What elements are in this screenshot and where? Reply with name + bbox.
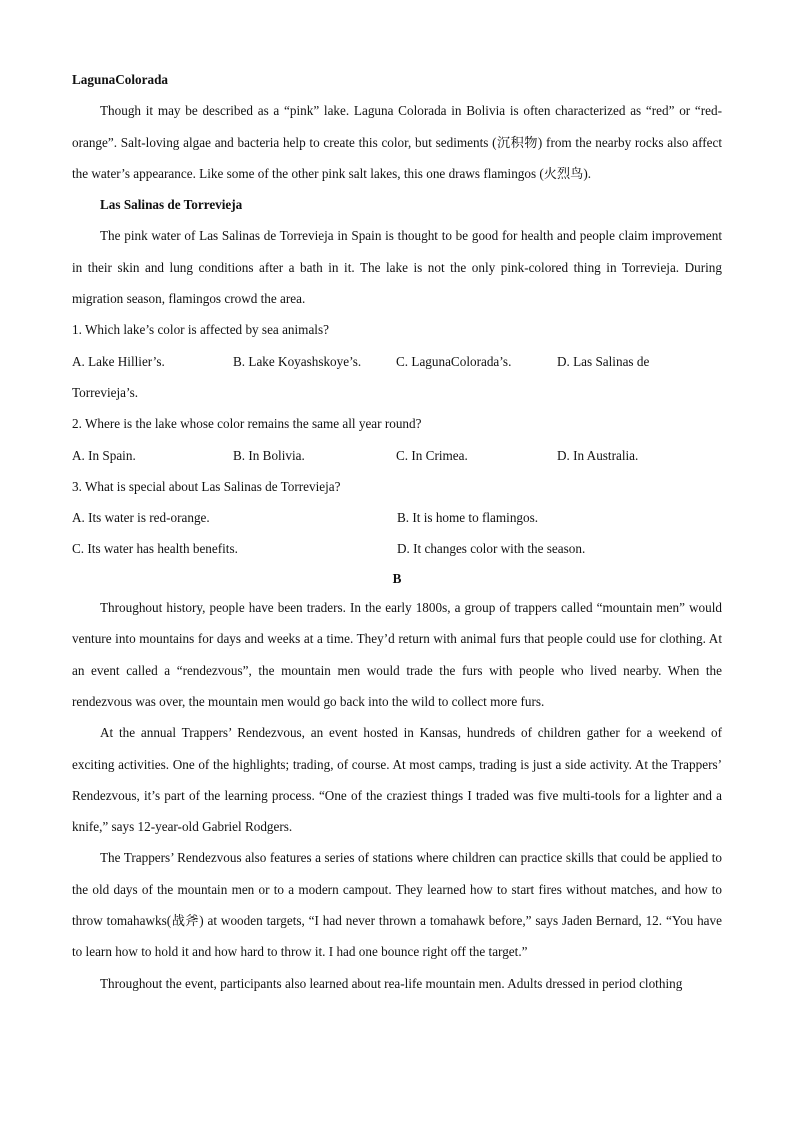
question-3-option-a: A. Its water is red-orange. <box>72 510 210 526</box>
question-3-option-d: D. It changes color with the season. <box>397 541 586 557</box>
section-title-laguna-colorada: LagunaColorada <box>72 72 168 87</box>
question-2-option-d: D. In Australia. <box>557 447 639 463</box>
question-1-stem: 1. Which lake’s color is affected by sea animals? <box>72 322 329 338</box>
question-2-options <box>72 440 722 471</box>
question-1-option-d: D. Las Salinas de <box>557 353 650 369</box>
question-3-option-b: B. It is home to flamingos. <box>397 510 539 526</box>
question-2-option-c: C. In Crimea. <box>396 447 468 463</box>
part-b-paragraph-3: The Trappers’ Rendezvous also features a series of stations where children can practice skills that could be applied to the old days of the mountain men or to a modern campout. They learned how to start fires without matches, and how to throw tomahawks(战斧) at wooden targets, “I had never thrown a tomahawk before,” says Jaden Bernard, 12. “You have to learn how to hold it and how hard to throw it. I had one bounce right off the target.” <box>72 850 722 960</box>
paragraph-laguna-colorada: Though it may be described as a “pink” lake. Laguna Colorada in Bolivia is often characterized as “red” or “red-orange”. Salt-loving algae and bacteria help to create this color, but sediments (沉积物) from the nearby rocks also affect the water’s appearance. Like some of the other pink salt lakes, this one draws flamingos (火烈鸟). <box>72 103 722 181</box>
question-1-option-a: A. Lake Hillier’s. <box>72 353 165 369</box>
question-3-options-row-2 <box>72 533 722 564</box>
question-3-stem: 3. What is special about Las Salinas de Torrevieja? <box>72 478 341 494</box>
part-b-heading: B <box>392 570 402 586</box>
question-2-stem: 2. Where is the lake whose color remains the same all year round? <box>72 416 422 432</box>
question-3-option-c: C. Its water has health benefits. <box>72 541 238 557</box>
question-2-option-b: B. In Bolivia. <box>233 447 305 463</box>
question-1-options <box>72 346 722 377</box>
paragraph-las-salinas: The pink water of Las Salinas de Torrevieja in Spain is thought to be good for health and people claim improvement in their skin and lung conditions after a bath in it. The lake is not the only pink-colored thing in Torrevieja. During migration season, flamingos crowd the area. <box>72 228 722 307</box>
part-b-paragraph-4: Throughout the event, participants also learned about rea-life mountain men. Adults dressed in period clothing <box>100 975 683 991</box>
question-2-option-a: A. In Spain. <box>72 447 136 463</box>
section-title-las-salinas: Las Salinas de Torrevieja <box>100 197 243 213</box>
document-page <box>72 64 722 999</box>
question-1-option-d-continuation: Torrevieja’s. <box>72 384 139 400</box>
question-3-options-row-1 <box>72 502 722 533</box>
part-b-paragraph-2: At the annual Trappers’ Rendezvous, an event hosted in Kansas, hundreds of children gather for a weekend of exciting activities. One of the highlights; trading, of course. At most camps, trading is just a side activity. At the Trappers’ Rendezvous, it’s part of the learning process. “One of the craziest things I traded was five multi-tools for a lighter and a knife,” says 12-year-old Gabriel Rodgers. <box>72 725 722 835</box>
question-1-option-c: C. LagunaColorada’s. <box>396 353 512 369</box>
part-b-paragraph-1: Throughout history, people have been traders. In the early 1800s, a group of trappers called “mountain men” would venture into mountains for days and weeks at a time. They’d return with animal furs that people could use for clothing. At an event called a “rendezvous”, the mountain men would trade the furs with people who lived nearby. When the rendezvous was over, the mountain men would go back into the wild to collect more furs. <box>72 600 722 709</box>
question-1-option-b: B. Lake Koyashskoye’s. <box>233 353 362 369</box>
